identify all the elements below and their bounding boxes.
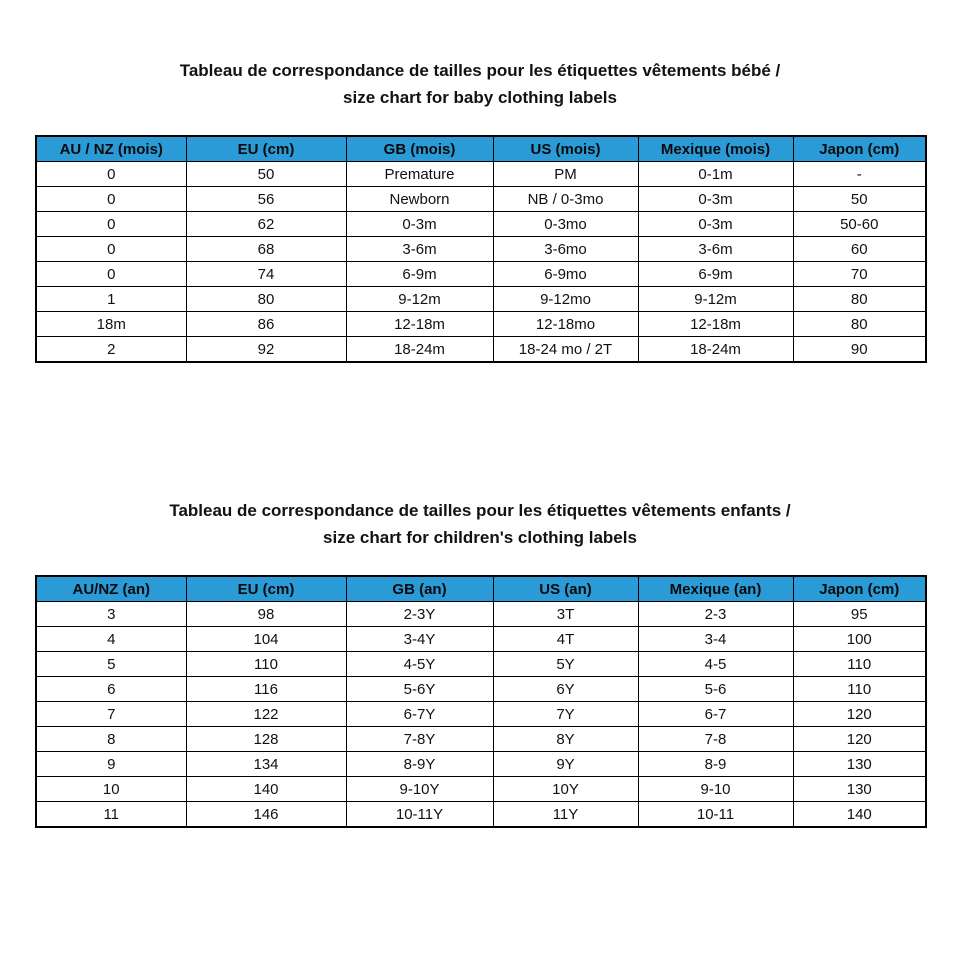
table-cell: 0 — [36, 187, 186, 212]
column-header: AU/NZ (an) — [36, 576, 186, 602]
table-row — [36, 802, 926, 828]
table-cell: Premature — [346, 162, 493, 187]
table-cell: 9 — [36, 752, 186, 777]
table-cell: 6Y — [493, 677, 638, 702]
table-cell: 120 — [793, 702, 926, 727]
table-cell: 140 — [186, 777, 346, 802]
children-size-table — [35, 575, 927, 828]
table-cell: 3-4Y — [346, 627, 493, 652]
column-header: GB (mois) — [346, 136, 493, 162]
table-row — [36, 652, 926, 677]
table-cell: 130 — [793, 752, 926, 777]
table-row — [36, 627, 926, 652]
table-cell: 140 — [793, 802, 926, 828]
children-table-title-line2: size chart for children's clothing labels — [323, 528, 637, 547]
table-row — [36, 602, 926, 627]
table-cell: 80 — [186, 287, 346, 312]
table-cell: NB / 0-3mo — [493, 187, 638, 212]
table-cell: 130 — [793, 777, 926, 802]
table-cell: 100 — [793, 627, 926, 652]
table-cell: 0-3m — [638, 187, 793, 212]
table-cell: 8 — [36, 727, 186, 752]
table-row — [36, 237, 926, 262]
table-cell: 120 — [793, 727, 926, 752]
table-cell: 110 — [793, 677, 926, 702]
table-cell: 3 — [36, 602, 186, 627]
table-cell: 0 — [36, 262, 186, 287]
table-cell: 5-6Y — [346, 677, 493, 702]
children-table-title — [0, 497, 960, 551]
baby-table-title — [0, 57, 960, 111]
table-row — [36, 312, 926, 337]
table-cell: 0-3m — [346, 212, 493, 237]
table-cell: 5 — [36, 652, 186, 677]
table-cell: 0-3m — [638, 212, 793, 237]
table-cell: 5Y — [493, 652, 638, 677]
table-cell: 86 — [186, 312, 346, 337]
table-cell: 6-7 — [638, 702, 793, 727]
table-cell: 3-6m — [346, 237, 493, 262]
table-cell: 68 — [186, 237, 346, 262]
table-row — [36, 187, 926, 212]
table-cell: 7-8 — [638, 727, 793, 752]
table-cell: PM — [493, 162, 638, 187]
table-cell: 50 — [186, 162, 346, 187]
table-cell: 1 — [36, 287, 186, 312]
table-cell: 0 — [36, 162, 186, 187]
table-cell: 56 — [186, 187, 346, 212]
table-cell: 6-9m — [346, 262, 493, 287]
table-row — [36, 702, 926, 727]
table-cell: 90 — [793, 337, 926, 363]
children-table-body — [36, 602, 926, 828]
table-cell: 18-24 mo / 2T — [493, 337, 638, 363]
table-cell: 116 — [186, 677, 346, 702]
table-cell: 0-1m — [638, 162, 793, 187]
table-cell: 9-12m — [346, 287, 493, 312]
table-row — [36, 287, 926, 312]
table-cell: 11Y — [493, 802, 638, 828]
table-cell: 62 — [186, 212, 346, 237]
table-cell: 2-3 — [638, 602, 793, 627]
table-cell: 4-5 — [638, 652, 793, 677]
baby-table-header-row — [36, 136, 926, 162]
children-table-title-line1: Tableau de correspondance de tailles pour les étiquettes vêtements enfants / — [169, 501, 791, 520]
column-header: EU (cm) — [186, 136, 346, 162]
table-cell: 18-24m — [638, 337, 793, 363]
column-header: Japon (cm) — [793, 136, 926, 162]
column-header: Mexique (an) — [638, 576, 793, 602]
table-cell: 74 — [186, 262, 346, 287]
table-cell: 3T — [493, 602, 638, 627]
table-cell: 80 — [793, 312, 926, 337]
table-row — [36, 752, 926, 777]
baby-table-body — [36, 162, 926, 363]
table-cell: 8Y — [493, 727, 638, 752]
table-cell: 0 — [36, 212, 186, 237]
table-cell: 4 — [36, 627, 186, 652]
baby-table-title-line1: Tableau de correspondance de tailles pour les étiquettes vêtements bébé / — [179, 61, 781, 80]
table-cell: 80 — [793, 287, 926, 312]
table-cell: Newborn — [346, 187, 493, 212]
table-cell: 60 — [793, 237, 926, 262]
table-cell: 134 — [186, 752, 346, 777]
table-cell: 95 — [793, 602, 926, 627]
table-cell: 10Y — [493, 777, 638, 802]
table-cell: 128 — [186, 727, 346, 752]
table-cell: 6-9m — [638, 262, 793, 287]
table-row — [36, 777, 926, 802]
column-header: US (an) — [493, 576, 638, 602]
table-cell: 104 — [186, 627, 346, 652]
table-row — [36, 262, 926, 287]
table-cell: 6-9mo — [493, 262, 638, 287]
table-cell: 110 — [186, 652, 346, 677]
baby-size-table — [35, 135, 927, 363]
table-cell: 18-24m — [346, 337, 493, 363]
table-cell: 11 — [36, 802, 186, 828]
table-cell: 3-4 — [638, 627, 793, 652]
table-cell: 0 — [36, 237, 186, 262]
table-cell: 110 — [793, 652, 926, 677]
table-cell: 12-18m — [638, 312, 793, 337]
table-row — [36, 212, 926, 237]
column-header: Japon (cm) — [793, 576, 926, 602]
table-cell: 146 — [186, 802, 346, 828]
table-cell: 3-6mo — [493, 237, 638, 262]
table-cell: 70 — [793, 262, 926, 287]
table-cell: 10-11Y — [346, 802, 493, 828]
table-cell: 8-9 — [638, 752, 793, 777]
table-cell: 7Y — [493, 702, 638, 727]
table-cell: 8-9Y — [346, 752, 493, 777]
table-cell: 10 — [36, 777, 186, 802]
column-header: US (mois) — [493, 136, 638, 162]
table-row — [36, 677, 926, 702]
table-cell: 122 — [186, 702, 346, 727]
table-cell: 50-60 — [793, 212, 926, 237]
table-cell: 4-5Y — [346, 652, 493, 677]
table-cell: 12-18m — [346, 312, 493, 337]
column-header: GB (an) — [346, 576, 493, 602]
column-header: AU / NZ (mois) — [36, 136, 186, 162]
table-cell: 5-6 — [638, 677, 793, 702]
table-cell: - — [793, 162, 926, 187]
children-table-header-row — [36, 576, 926, 602]
table-row — [36, 337, 926, 363]
table-cell: 7-8Y — [346, 727, 493, 752]
baby-table-title-line2: size chart for baby clothing labels — [343, 88, 617, 107]
table-cell: 9-12m — [638, 287, 793, 312]
table-cell: 92 — [186, 337, 346, 363]
table-cell: 18m — [36, 312, 186, 337]
table-row — [36, 162, 926, 187]
table-cell: 9-12mo — [493, 287, 638, 312]
column-header: Mexique (mois) — [638, 136, 793, 162]
table-cell: 4T — [493, 627, 638, 652]
table-cell: 7 — [36, 702, 186, 727]
table-cell: 9-10 — [638, 777, 793, 802]
table-cell: 9Y — [493, 752, 638, 777]
table-cell: 98 — [186, 602, 346, 627]
table-cell: 50 — [793, 187, 926, 212]
table-cell: 6 — [36, 677, 186, 702]
table-cell: 0-3mo — [493, 212, 638, 237]
table-cell: 12-18mo — [493, 312, 638, 337]
table-cell: 9-10Y — [346, 777, 493, 802]
table-row — [36, 727, 926, 752]
table-cell: 6-7Y — [346, 702, 493, 727]
table-cell: 3-6m — [638, 237, 793, 262]
table-cell: 2-3Y — [346, 602, 493, 627]
column-header: EU (cm) — [186, 576, 346, 602]
table-cell: 2 — [36, 337, 186, 363]
table-cell: 10-11 — [638, 802, 793, 828]
